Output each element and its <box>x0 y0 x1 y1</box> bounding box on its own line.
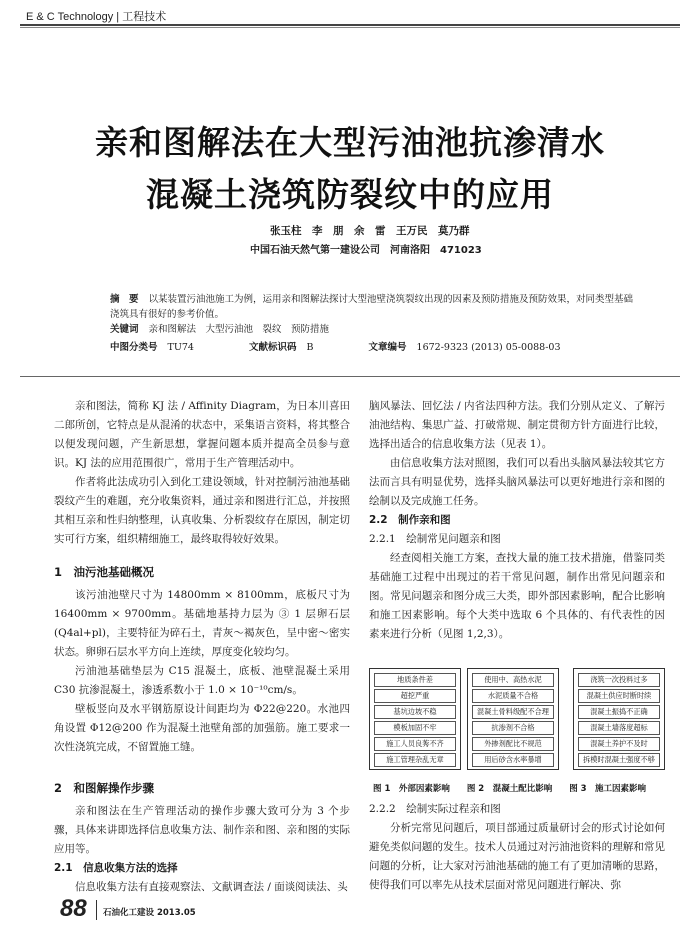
header-rule <box>20 24 680 26</box>
figure-2-item: 使用中、高热水泥 <box>472 673 554 687</box>
intro-paragraph-1: 亲和图法，简称 KJ 法 / Affinity Diagram，为日本川喜田二郎所创，它特点是从混淆的状态中，采集语言资料，将其整合以便发现问题，产生新思想，掌握问题本质并提高全员参与意识。KJ 法的应用范围很广，常用于生产管理活动中。 <box>54 400 350 469</box>
right-column-lower <box>369 800 665 895</box>
figure-1-item: 地质条件差 <box>374 673 456 687</box>
figure-1-item: 超挖严重 <box>374 689 456 703</box>
figure-3-item: 浇筑一次投料过多 <box>578 673 660 687</box>
journal-footer: 石油化工建设 2013.05 <box>103 908 196 918</box>
affinity-figures <box>369 668 669 776</box>
figure-3-item: 混凝土墙落度超标 <box>578 721 660 735</box>
figure-1-item: 模板加固不牢 <box>374 721 456 735</box>
section-2-2-1-heading: 2.2.1 绘制常见问题亲和图 <box>369 533 501 545</box>
intro-paragraph-2: 作者将此法成功引入到化工建设领域，针对控制污油池基础裂纹产生的难题，充分收集资料，通过亲和图进行汇总，并按照其相互亲和性归纳整理，认真收集、分析裂纹存在原因，制定切实可行方案，组织精细施工，最终取得较好效果。 <box>54 476 350 545</box>
section-rule <box>20 376 680 377</box>
title-line-2: 混凝土浇筑防裂纹中的应用 <box>146 175 554 214</box>
figure-1-item: 施工管理杂乱无章 <box>374 753 456 767</box>
title-line-1: 亲和图解法在大型污油池抗渗清水 <box>95 123 605 162</box>
figure-3-item: 拆模时混凝土强度不够 <box>578 753 660 767</box>
section-2-1-paragraph-2: 由信息收集方法对照图，我们可以看出头脑风暴法较其它方法而言具有明显优势，选择头脑风暴法可以更好地进行亲和图的绘制以及完成施工任务。 <box>369 457 665 507</box>
clc-value: TU74 <box>167 342 194 353</box>
figure-1-box <box>369 668 461 770</box>
abstract-label: 摘 要 <box>110 294 139 305</box>
authors: 张玉柱 李 朋 余 雷 王万民 莫乃群 <box>270 225 470 237</box>
figure-1-caption: 图 1 外部因素影响 <box>373 784 450 794</box>
figure-1-item: 基坑边坡不稳 <box>374 705 456 719</box>
section-2-heading: 2 和图解操作步骤 <box>54 781 155 795</box>
abstract-text: 以某装置污油池施工为例，运用亲和图解法探讨大型池壁浇筑裂纹出现的因素及预防措施及预防效果，对同类型基础浇筑具有很好的参考价值。 <box>110 294 634 320</box>
figure-3-item: 混凝土供应时断时续 <box>578 689 660 703</box>
doc-label: 文献标识码 <box>248 342 297 353</box>
figure-3-caption: 图 3 施工因素影响 <box>569 784 647 794</box>
article-value: 1672-9323 (2013) 05-0088-03 <box>416 342 561 353</box>
section-2-2-2-heading: 2.2.2 绘制实际过程亲和图 <box>369 803 501 815</box>
figure-2-item: 混凝土骨料级配不合理 <box>472 705 554 719</box>
section-1-paragraph-1: 该污油池壁尺寸为 14800mm × 8100mm，底板尺寸为 16400mm × 9700mm。基础地基持力层为 ③ 1 层卵石层 (Q4al+pl)，主要特征为碎石土，青灰～褐灰色，呈中密～密实状态。卵卵石层水平方向上连续，厚度变化较均匀。 <box>54 589 350 658</box>
section-1-paragraph-2: 污油池基础垫层为 C15 混凝土，底板、池壁混凝土采用 C30 抗渗混凝土，渗透系数小于 1.0 × 10⁻¹⁰cm/s。 <box>54 665 350 696</box>
left-column <box>54 397 350 897</box>
section-2-1-continued: 脑风暴法、回忆法 / 内省法四种方法。我们分别从定义、了解污油池结构、集思广益、打破常规、制定贯彻方针方面进行比较，选择出适合的信息收集方法（见表 1）。 <box>369 400 665 450</box>
section-2-paragraph-1: 亲和图法在生产管理活动的操作步骤大致可分为 3 个步骤，具体来讲即选择信息收集方法、制作亲和图、亲和图的实际应用等。 <box>54 805 350 855</box>
running-head: E & C Technology | 工程技术 <box>26 11 167 23</box>
section-2-2-2-paragraph: 分析完常见问题后，项目部通过质量研讨会的形式讨论如何避免类似问题的发生。技术人员通过对污油池资料的理解和常见问题的分析，让大家对污油池基础的施工有了更加清晰的思路，使得我们可以率先从技术层面对常见问题进行解决、弥 <box>369 822 665 891</box>
article-label: 文章编号 <box>368 342 407 353</box>
section-2-1-heading: 2.1 信息收集方法的选择 <box>54 862 178 874</box>
section-2-1-paragraph: 信息收集方法有直接观察法、文献调查法 / 面谈阅读法、头 <box>75 881 348 893</box>
section-1-paragraph-3: 壁板竖向及水平钢筋原设计间距均为 Φ22@220。水池四角设置 Φ12@200 作为混凝土池壁角部的加强筋。施工要求一次性浇筑完成，不留置施工缝。 <box>54 703 350 753</box>
figure-2-item: 水泥质量不合格 <box>472 689 554 703</box>
figure-3-box <box>573 668 665 770</box>
section-1-heading: 1 油污池基础概况 <box>54 565 155 579</box>
clc-label: 中图分类号 <box>110 342 158 353</box>
figure-2-box <box>467 668 559 770</box>
figure-2-item: 外掺剂配比不规范 <box>472 737 554 751</box>
header-rule-thin <box>20 27 680 28</box>
keywords-text: 亲和图解法 大型污油池 裂纹 预防措施 <box>148 324 330 335</box>
figure-2-item: 用后砂含水率暴增 <box>472 753 554 767</box>
keywords <box>110 322 640 337</box>
footer-separator <box>96 900 97 920</box>
affiliation: 中国石油天然气第一建设公司 河南洛阳 471023 <box>250 245 482 256</box>
figure-2-item: 抗渗剂不合格 <box>472 721 554 735</box>
abstract <box>110 292 640 322</box>
classification <box>110 340 640 355</box>
figure-1-item: 施工人员良莠不齐 <box>374 737 456 751</box>
keywords-label: 关键词 <box>110 324 139 335</box>
right-column <box>369 397 665 644</box>
section-2-2-heading: 2.2 制作亲和图 <box>369 514 451 526</box>
page-number: 88 <box>60 895 87 922</box>
doc-value: B <box>306 342 314 353</box>
figure-3-item: 混凝土振捣不正确 <box>578 705 660 719</box>
section-2-2-1-paragraph: 经查阅相关施工方案，查找大量的施工技术措施，借鉴同类基础施工过程中出现过的若干常见问题，制作出常见问题亲和图。常见问题亲和图分成三大类，即外部因素影响，配合比影响和施工因素影响。每个大类中选取 6 个具体的、有代表性的因素来进行分析（见图 1,2,3）。 <box>369 552 665 640</box>
figure-captions <box>373 782 660 794</box>
figure-3-item: 混凝土养护不及时 <box>578 737 660 751</box>
figure-2-caption: 图 2 混凝土配比影响 <box>466 784 553 794</box>
